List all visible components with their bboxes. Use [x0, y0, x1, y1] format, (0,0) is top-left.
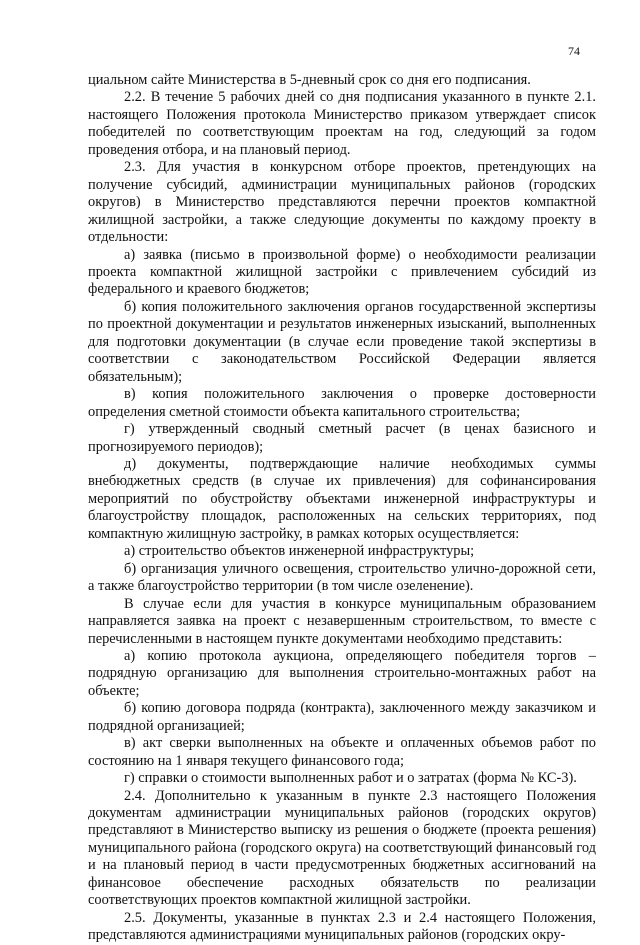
- list-item-d-documents: д) документы, подтверждающие наличие необходимых суммы внебюджетных средств (в случае их привлечения) для софинансирования мероприятий по обустройству объектами инженерной инфраструктуры и благоустройству площадок, расположенных на сельских территориях, под компактную жилищную застройку, в рамках которых осуществляется:: [88, 455, 596, 542]
- paragraph-2-2: 2.2. В течение 5 рабочих дней со дня подписания указанного в пункте 2.1. настоящего Положения протокола Министерство приказом утверждает список победителей по соответствующим проектам на год, следующий за годом проведения отбора, и на плановый период.: [88, 89, 596, 158]
- list-item-v-reconciliation: в) акт сверки выполненных на объекте и оплаченных объемов работ по состоянию на 1 января текущего финансового года;: [88, 735, 596, 769]
- list-item-g-estimate: г) утвержденный сводный сметный расчет (в ценах базисного и прогнозируемого периодов);: [88, 421, 596, 455]
- list-item-b-expertise: б) копия положительного заключения органов государственной экспертизы по проектной документации и результатов инженерных изысканий, выполненных для подготовки документации (в случае если проведение такой экспертизы в соответствии с законодательством Российской Федерации является обязательным);: [88, 298, 596, 385]
- paragraph-continuation: циальном сайте Министерства в 5-дневный срок со дня его подписания.: [88, 72, 531, 88]
- paragraph-unfinished-construction: В случае если для участия в конкурсе муниципальным образованием направляется заявка на проект с незавершенным строительством, то вместе с перечисленными в настоящем пункте документами необходимо представить:: [88, 595, 596, 647]
- list-item-a-auction: а) копию протокола аукциона, определяющего победителя торгов – подрядную организацию для выполнения строительно-монтажных работ на объекте;: [88, 647, 596, 699]
- list-item-b-contract: б) копию договора подряда (контракта), заключенного между заказчиком и подрядной организацией;: [88, 700, 596, 734]
- page-number: 74: [568, 44, 580, 58]
- paragraph-2-4: 2.4. Дополнительно к указанным в пункте 2.3 настоящего Положения документам администрации муниципальных районов (городских округов) представляют в Министерство выписку из решения о бюджете (проекта решения) муниципального района (городского округа) на соответствующий финансовый год и на плановый период в части предусмотренных бюджетных ассигнований на финансовое обеспечение расходных обязательств по реализации соответствующих проектов компактной жилищной застройки.: [88, 787, 596, 909]
- paragraph-2-3: 2.3. Для участия в конкурсном отборе проектов, претендующих на получение субсидий, администрации муниципальных районов (городских округов) в Министерство представляются перечни проектов компактной жилищной застройки, а также следующие документы по каждому проекту в отдельности:: [88, 159, 596, 246]
- sub-item-a-infrastructure: а) строительство объектов инженерной инфраструктуры;: [124, 543, 475, 560]
- list-item-a-application: а) заявка (письмо в произвольной форме) о необходимости реализации проекта компактной жилищной застройки с привлечением субсидий из федерального и краевого бюджетов;: [88, 246, 596, 298]
- paragraph-2-5: 2.5. Документы, указанные в пунктах 2.3 и 2.4 настоящего Положения, представляются администрациями муниципальных районов (городских окру-: [88, 909, 596, 944]
- list-item-v-estimate-check: в) копия положительного заключения о проверке достоверности определения сметной стоимости объекта капитального строительства;: [88, 386, 596, 420]
- sub-item-b-lighting: б) организация уличного освещения, строительство улично-дорожной сети, а также благоустройство территории (в том числе озеленение).: [88, 560, 596, 595]
- document-body: [88, 72, 596, 945]
- list-item-g-ks3: г) справки о стоимости выполненных работ и о затратах (форма № КС-3).: [124, 770, 577, 787]
